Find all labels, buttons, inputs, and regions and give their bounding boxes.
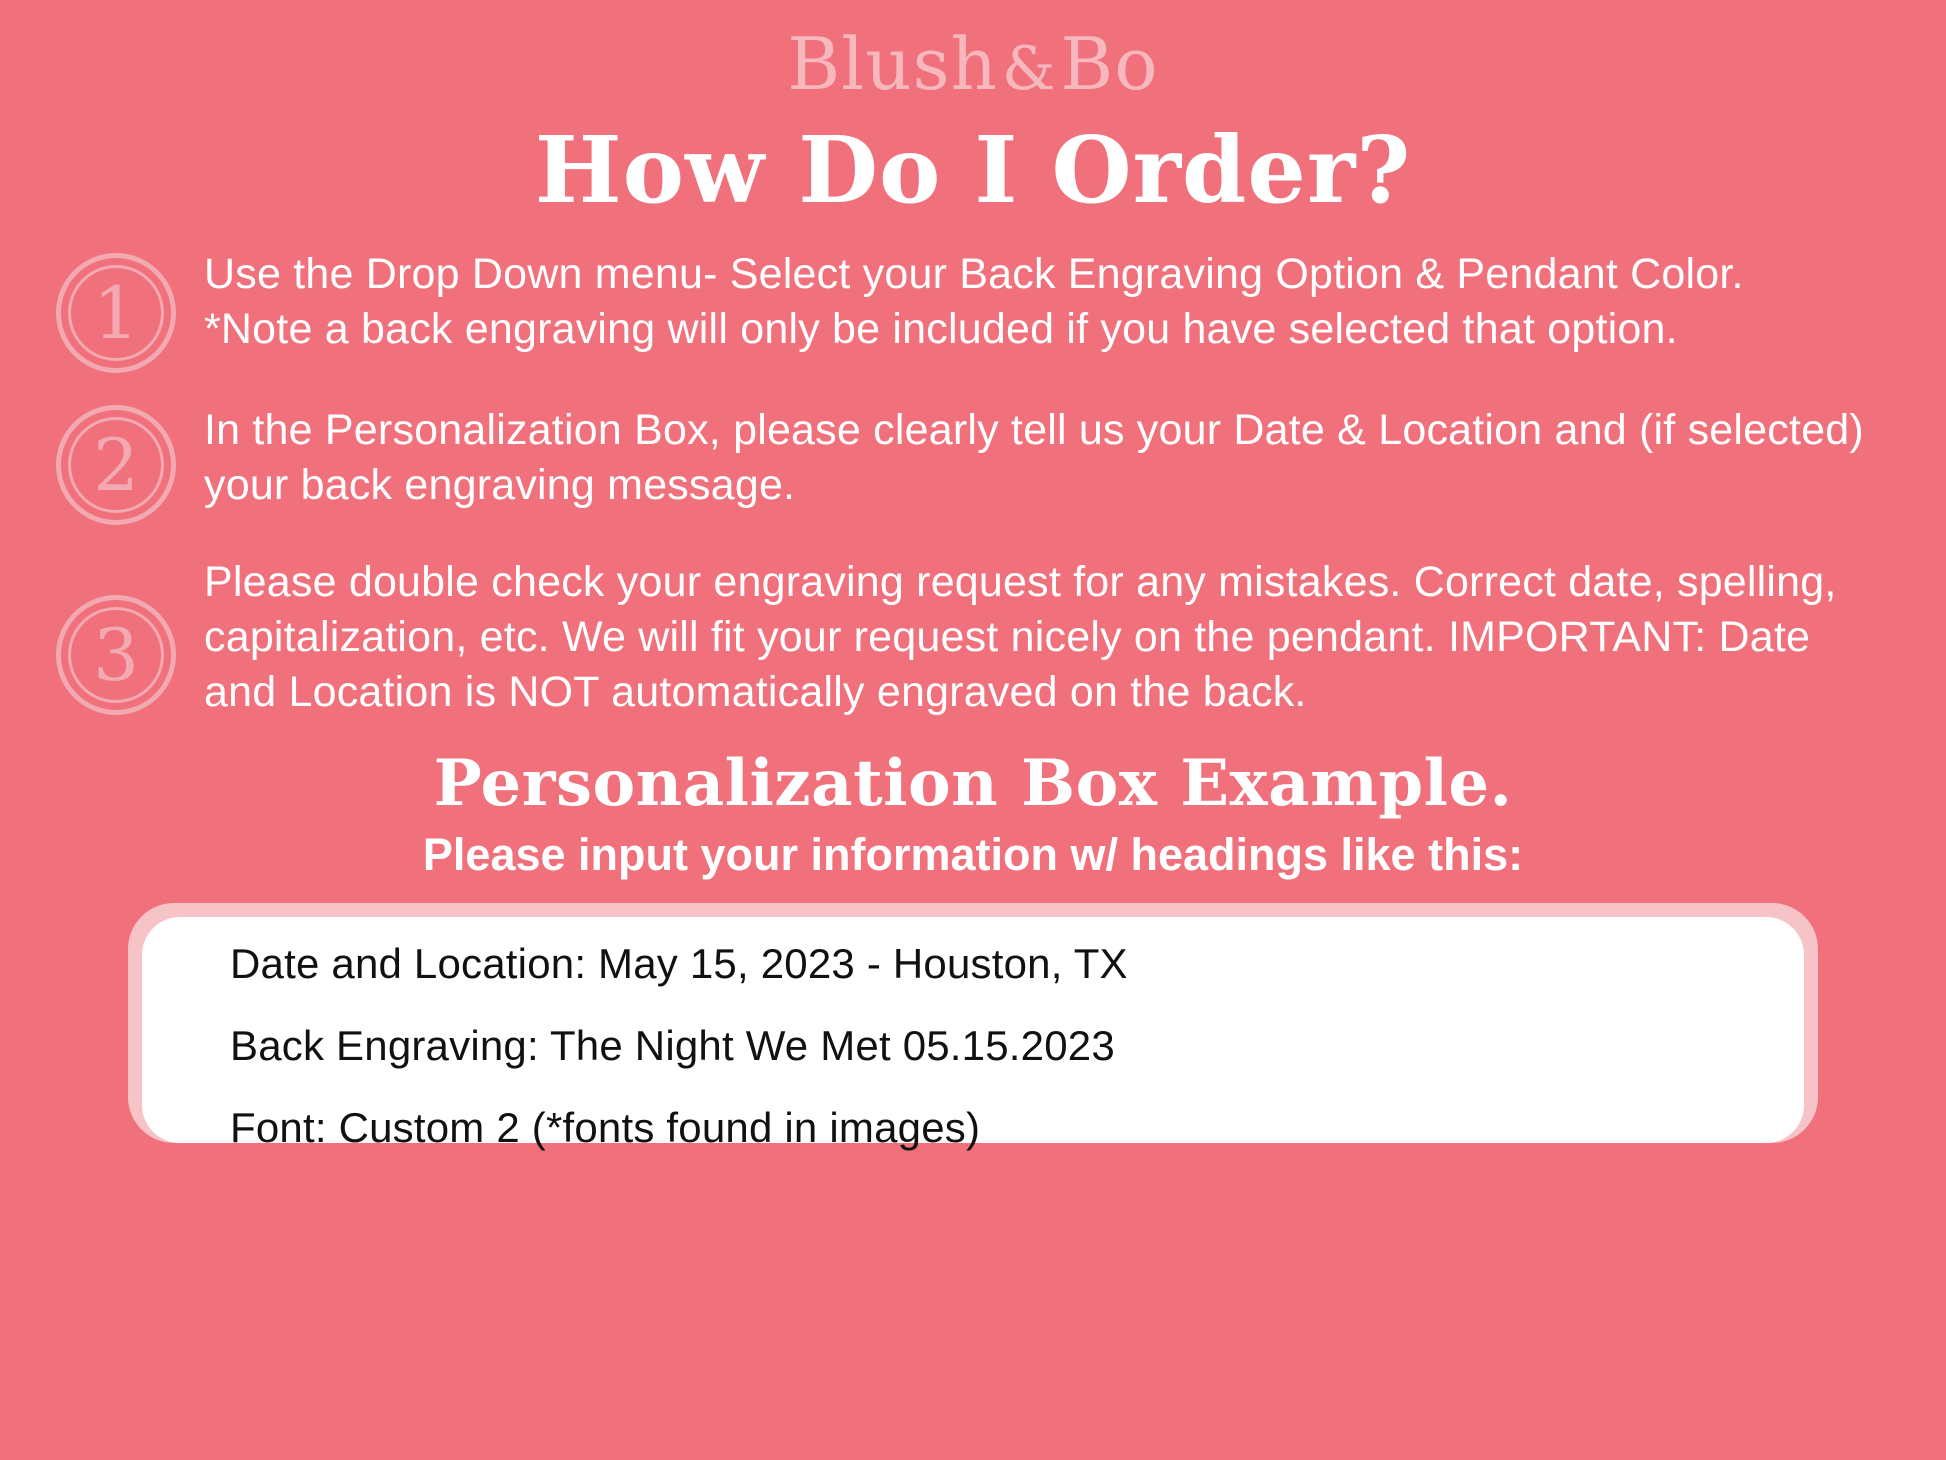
brand-name-part2: Bo bbox=[1060, 22, 1159, 106]
step-text: Please double check your engraving request for any mistakes. Correct date, spelling, capitalization, etc. We will fit your request nicely on the pendant. IMPORTANT: Date and Location is NOT automatically engraved on the back. bbox=[204, 557, 1837, 716]
example-subtitle: Please input your information w/ headings like this: bbox=[422, 828, 1524, 880]
brand-name-part1: Blush bbox=[787, 22, 998, 106]
page-title: How Do I Order? bbox=[534, 116, 1412, 224]
step-text: Use the Drop Down menu- Select your Back Engraving Option & Pendant Color. *Note a back engraving will only be included if you have selected that option. bbox=[204, 249, 1744, 353]
personalization-box-content bbox=[142, 917, 1804, 1151]
step-number-badge bbox=[56, 253, 176, 373]
brand-logo bbox=[0, 0, 1946, 106]
steps-list bbox=[0, 243, 1946, 720]
example-title: Personalization Box Example. bbox=[433, 745, 1513, 821]
step-number-badge bbox=[56, 405, 176, 525]
brand-ampersand: & bbox=[1001, 34, 1057, 104]
step-number: 2 bbox=[93, 422, 139, 507]
step-number-badge bbox=[56, 595, 176, 715]
step-text: In the Personalization Box, please clearly tell us your Date & Location and (if selected) your back engraving message. bbox=[204, 405, 1864, 509]
list-item bbox=[56, 399, 1906, 525]
example-line-font: Font: Custom 2 (*fonts found in images) bbox=[230, 1103, 981, 1151]
step-number: 3 bbox=[93, 612, 139, 697]
step-number: 1 bbox=[93, 270, 139, 355]
personalization-box bbox=[128, 903, 1818, 1151]
list-item bbox=[56, 551, 1906, 720]
list-item bbox=[56, 243, 1906, 373]
example-line-back-engraving: Back Engraving: The Night We Met 05.15.2023 bbox=[230, 1021, 1115, 1069]
example-line-date-location: Date and Location: May 15, 2023 - Houston, TX bbox=[230, 939, 1128, 987]
